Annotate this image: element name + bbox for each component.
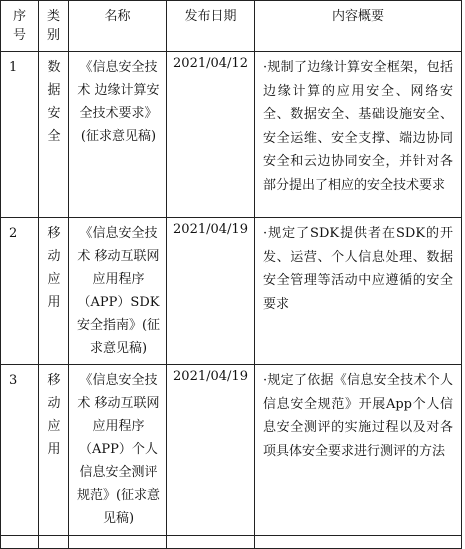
header-name: 名称: [69, 1, 167, 52]
header-date: 发布日期: [167, 1, 255, 52]
row-description: ·规制了边缘计算安全框架，包括边缘计算的应用安全、网络安全、数据安全、基础设施安全、安全运维、安全支撑、端边协同安全和云边协同安全，并针对各部分提出了相应的安全技术要求: [255, 52, 462, 218]
row-index: 3: [1, 365, 39, 536]
row-description: ·规定了SDK提供者在SDK的开发、运营、个人信息处理、数据安全管理等活动中应遵循的安全要求: [255, 218, 462, 365]
header-category-top: 类: [46, 9, 60, 24]
row-category: 移 动 应 用: [39, 365, 69, 536]
table-row: [1, 365, 462, 536]
row-name: 《信息安全技术 移动互联网应用程序（APP）个人信息安全测评规范》(征求意见稿): [69, 365, 167, 536]
header-category: [39, 1, 69, 52]
row-index: 2: [1, 218, 39, 365]
row-index: 1: [1, 52, 39, 218]
header-index-bottom: 号: [12, 28, 26, 43]
table-row: [1, 218, 462, 365]
row-date: 2021/04/12: [167, 52, 255, 218]
table-row: [1, 52, 462, 218]
header-description: 内容概要: [255, 1, 462, 52]
row-name: 《信息安全技术 边缘计算安全技术要求》(征求意见稿): [69, 52, 167, 218]
row-category: 数 据 安 全: [39, 52, 69, 218]
row-category: 移 动 应 用: [39, 218, 69, 365]
row-date: 2021/04/19: [167, 218, 255, 365]
table-row-partial: [1, 536, 462, 549]
row-description: ·规定了依据《信息安全技术个人信息安全规范》开展App个人信息安全测评的实施过程以及对各项具体安全要求进行测评的方法: [255, 365, 462, 536]
header-row: [1, 1, 462, 52]
row-date: 2021/04/19: [167, 365, 255, 536]
header-index: [1, 1, 39, 52]
header-category-bottom: 别: [46, 28, 60, 43]
header-index-top: 序: [12, 9, 26, 24]
row-name: 《信息安全技术 移动互联网应用程序（APP）SDK安全指南》(征求意见稿): [69, 218, 167, 365]
